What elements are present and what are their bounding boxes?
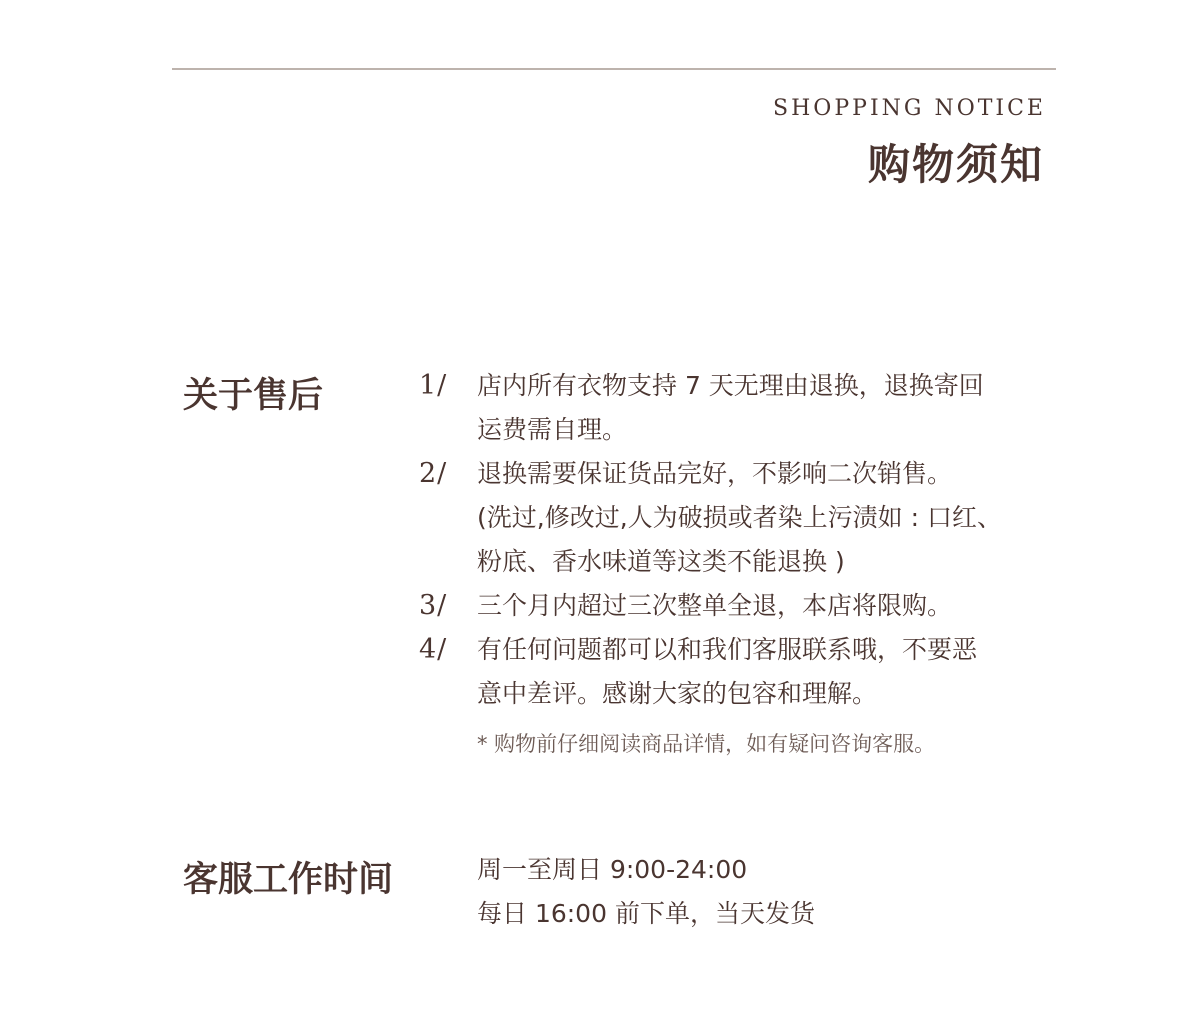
item-number: 2/ <box>419 458 448 489</box>
notice-item-3 <box>415 584 1075 628</box>
purchase-footnote: * 购物前仔细阅读商品详情，如有疑问咨询客服。 <box>477 732 936 756</box>
item-text <box>477 584 1057 628</box>
service-hours-heading: 客服工作时间 <box>183 860 394 900</box>
item-line: 店内所有衣物支持 7 天无理由退换，退换寄回 <box>477 371 984 400</box>
after-sales-list <box>415 364 1075 716</box>
shipping-cutoff-line: 每日 16:00 前下单，当天发货 <box>477 899 815 928</box>
item-line: 有任何问题都可以和我们客服联系哦，不要恶 <box>477 635 978 664</box>
item-line: 运费需自理。 <box>477 415 628 444</box>
item-line: 三个月内超过三次整单全退，本店将限购。 <box>477 591 953 620</box>
page-subtitle-en: SHOPPING NOTICE <box>773 96 1046 121</box>
item-text <box>477 628 1057 716</box>
item-line: 意中差评。感谢大家的包容和理解。 <box>477 679 878 708</box>
item-line: 退换需要保证货品完好，不影响二次销售。 <box>477 459 953 488</box>
notice-item-2 <box>415 452 1075 584</box>
page-title: 购物须知 <box>867 140 1044 189</box>
notice-item-1 <box>415 364 1075 452</box>
item-text <box>477 452 1057 584</box>
item-number: 1/ <box>419 370 448 401</box>
item-line: (洗过,修改过,人为破损或者染上污渍如 : 口红、 <box>477 503 1002 532</box>
item-text <box>477 364 1057 452</box>
service-hours-line: 周一至周日 9:00-24:00 <box>477 855 748 884</box>
item-number: 4/ <box>419 634 448 665</box>
top-divider <box>172 68 1056 70</box>
notice-item-4 <box>415 628 1075 716</box>
item-number: 3/ <box>419 590 448 621</box>
item-line: 粉底、香水味道等这类不能退换 ) <box>477 547 845 576</box>
after-sales-heading: 关于售后 <box>183 376 324 416</box>
service-hours-info <box>477 848 815 936</box>
